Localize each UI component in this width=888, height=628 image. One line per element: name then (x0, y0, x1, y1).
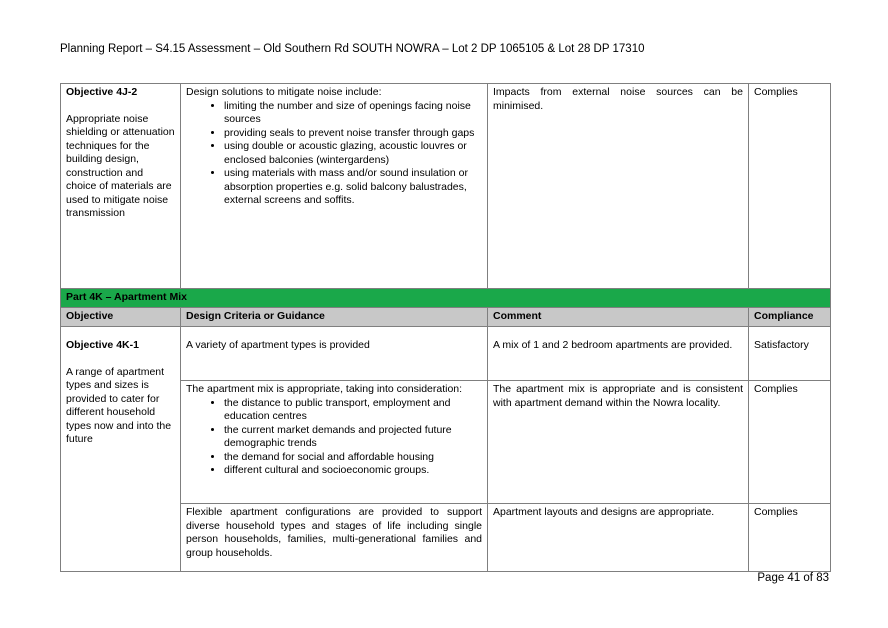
column-header-comment: Comment (488, 308, 749, 327)
page-number: Page 41 of 83 (757, 572, 829, 584)
objective-cell (61, 327, 181, 572)
list-item: • providing seals to prevent noise transfer through gaps (224, 127, 482, 141)
table-row-4k1-a (61, 327, 831, 381)
report-header: Planning Report – S4.15 Assessment – Old Southern Rd SOUTH NOWRA – Lot 2 DP 1065105 & Lot 28 DP 17310 (60, 43, 645, 55)
objective-cell (61, 84, 181, 289)
objective-description: Appropriate noise shielding or attenuation techniques for the building design, construction and choice of materials are used to mitigate noise transmission (66, 112, 175, 219)
list-item: • using materials with mass and/or sound insulation or absorption properties e.g. solid balcony balustrades, external screens and soffits. (224, 167, 482, 208)
column-header-compliance: Compliance (749, 308, 831, 327)
design-bullet-list (186, 397, 482, 478)
section-header-row (61, 289, 831, 308)
column-header-objective: Objective (61, 308, 181, 327)
section-title: Part 4K – Apartment Mix (61, 289, 831, 308)
design-cell (181, 381, 488, 504)
compliance-cell: Complies (749, 381, 831, 504)
list-item: • the demand for social and affordable housing (224, 451, 482, 465)
list-item: • limiting the number and size of openings facing noise sources (224, 100, 482, 127)
design-intro: Design solutions to mitigate noise include: (186, 86, 382, 98)
list-item: • different cultural and socioeconomic groups. (224, 464, 482, 478)
column-header-design: Design Criteria or Guidance (181, 308, 488, 327)
comment-cell: A mix of 1 and 2 bedroom apartments are provided. (488, 327, 749, 381)
objective-title: Objective 4K-1 (66, 339, 139, 351)
comment-cell: Impacts from external noise sources can be minimised. (488, 84, 749, 289)
objective-title: Objective 4J-2 (66, 86, 138, 98)
list-item: • the distance to public transport, employment and education centres (224, 397, 482, 424)
design-cell: A variety of apartment types is provided (181, 327, 488, 381)
design-bullet-list (186, 100, 482, 208)
compliance-cell: Complies (749, 84, 831, 289)
comment-cell: Apartment layouts and designs are appropriate. (488, 504, 749, 572)
column-header-row (61, 308, 831, 327)
design-cell (181, 84, 488, 289)
table-row-4j2 (61, 84, 831, 289)
design-cell: Flexible apartment configurations are provided to support diverse household types and stages of life including single person households, families, multi-generational families and group households. (181, 504, 488, 572)
compliance-cell: Complies (749, 504, 831, 572)
design-intro: The apartment mix is appropriate, taking into consideration: (186, 383, 463, 395)
objective-description: A range of apartment types and sizes is provided to cater for different household types now and into the future (66, 365, 172, 445)
list-item: • using double or acoustic glazing, acoustic louvres or enclosed balconies (wintergardens) (224, 140, 482, 167)
list-item: • the current market demands and projected future demographic trends (224, 424, 482, 451)
comment-cell: The apartment mix is appropriate and is consistent with apartment demand within the Nowra locality. (488, 381, 749, 504)
compliance-cell: Satisfactory (749, 327, 831, 381)
assessment-table (60, 83, 831, 572)
